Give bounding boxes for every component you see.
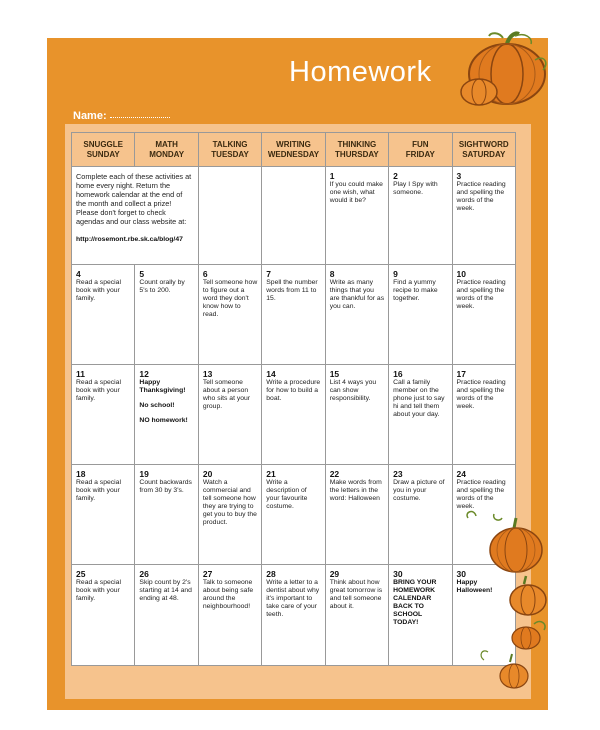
pumpkin-icon [455, 30, 553, 112]
day-activity: Practice reading and spelling the words of the week. [456, 479, 506, 510]
day-cell [72, 565, 135, 666]
empty-day-cell [198, 167, 261, 265]
day-activity: Watch a commercial and tell someone how they are trying to get you to buy the product. [202, 479, 257, 526]
day-number: 13 [202, 369, 213, 379]
day-number: 24 [456, 469, 466, 479]
day-activity: Read a special book with your family. [76, 579, 121, 602]
day-activity: Read a special book with your family. [76, 279, 121, 302]
day-number: 7 [266, 269, 271, 279]
day-number: 27 [202, 569, 213, 579]
day-cell [72, 265, 135, 365]
day-activity: Count backwards from 30 by 3's. [139, 479, 192, 494]
day-activity: Make words from the letters in the word: Halloween [329, 479, 382, 502]
day-number: 20 [202, 469, 213, 479]
day-activity: Play I Spy with someone. [393, 181, 438, 196]
day-activity: Read a special book with your family. [76, 379, 121, 402]
week-row [72, 265, 516, 365]
day-number: 22 [329, 469, 340, 479]
return-calendar-note: BRING YOUR HOMEWORK CALENDAR BACK TO SCHOOL TODAY! [393, 579, 437, 626]
day-cell [135, 265, 198, 365]
day-activity: Talk to someone about being safe around the neighbourhood! [202, 579, 254, 610]
intro-cell [72, 167, 199, 265]
page-title: Homework [289, 56, 432, 88]
day-number: 14 [266, 369, 276, 379]
week-row [72, 465, 516, 565]
day-activity: Spell the number words from 11 to 15. [266, 279, 318, 302]
halloween-note: Happy Halloween! [456, 579, 493, 594]
day-number: 1 [329, 171, 335, 181]
week-row [72, 565, 516, 666]
day-number: 3 [456, 171, 462, 181]
day-cell [72, 365, 135, 465]
class-website-url: http://rosemont.rbe.sk.ca/blog/47 [76, 236, 183, 243]
week-row [72, 167, 516, 265]
day-number: 25 [76, 569, 86, 579]
day-number: 5 [139, 269, 145, 279]
header-monday: MATH MONDAY [135, 133, 198, 167]
day-number: 26 [139, 569, 149, 579]
day-number: 23 [393, 469, 403, 479]
header-friday: FUN FRIDAY [389, 133, 452, 167]
day-cell [135, 465, 198, 565]
day-cell [452, 167, 515, 265]
day-cell [452, 365, 515, 465]
day-cell [135, 565, 198, 666]
week-row [72, 365, 516, 465]
header-saturday: SIGHTWORD SATURDAY [452, 133, 515, 167]
day-number: 4 [76, 269, 81, 279]
day-number: 28 [266, 569, 276, 579]
day-number: 12 [139, 369, 149, 379]
header-row [72, 133, 516, 167]
day-cell [389, 265, 452, 365]
no-homework-note: NO homework! [139, 417, 188, 424]
day-cell [198, 365, 261, 465]
day-activity: Tell someone about a person who sits at your group. [202, 379, 251, 410]
day-activity: Draw a picture of you in your costume. [393, 479, 445, 502]
header-thursday: THINKING THURSDAY [325, 133, 388, 167]
day-activity: Find a yummy recipe to make together. [393, 279, 438, 302]
holiday-note: Happy Thanksgiving! [139, 379, 186, 394]
day-number: 21 [266, 469, 276, 479]
calendar-frame [65, 124, 531, 699]
day-cell [325, 465, 388, 565]
day-cell [325, 167, 388, 265]
day-activity: Practice reading and spelling the words of the week. [456, 181, 506, 212]
day-cell [262, 465, 325, 565]
day-number: 29 [329, 569, 340, 579]
day-activity: List 4 ways you can show responsibility. [329, 379, 377, 402]
header-sunday: SNUGGLE SUNDAY [72, 133, 135, 167]
day-cell [198, 465, 261, 565]
day-cell [135, 365, 198, 465]
name-underline [110, 117, 170, 118]
day-activity: Tell someone how to figure out a word they don't know how to read. [202, 279, 258, 318]
header-tuesday: TALKING TUESDAY [198, 133, 261, 167]
day-activity: Call a family member on the phone just to say hi and tell them about your day. [393, 379, 445, 418]
pumpkins-icon [464, 510, 554, 700]
day-number: 8 [329, 269, 335, 279]
day-activity: Write as many things that you are thankful for as you can. [329, 279, 385, 310]
intro-text: Complete each of these activities at home every night. Return the homework calendar at the end of the month and collect a prize! Please don't forget to check agendas and our class website at: [76, 172, 192, 226]
day-number: 30 [393, 569, 403, 579]
day-cell [389, 167, 452, 265]
day-activity: Count orally by 5's to 200. [139, 279, 185, 294]
day-activity: If you could make one wish, what would it be? [329, 181, 383, 204]
day-number: 6 [202, 269, 208, 279]
day-activity: Read a special book with your family. [76, 479, 121, 502]
day-cell [262, 265, 325, 365]
day-number: 10 [456, 269, 466, 279]
no-school-note: No school! [139, 402, 175, 409]
name-field [73, 110, 170, 122]
day-cell [389, 465, 452, 565]
day-cell [198, 265, 261, 365]
day-activity: Skip count by 2's starting at 14 and ending at 48. [139, 579, 192, 602]
day-number: 11 [76, 369, 85, 379]
day-number: 16 [393, 369, 403, 379]
day-cell [325, 565, 388, 666]
empty-day-cell [262, 167, 325, 265]
day-number: 19 [139, 469, 149, 479]
day-number: 18 [76, 469, 86, 479]
header-wednesday: WRITING WEDNESDAY [262, 133, 325, 167]
day-activity: Practice reading and spelling the words of the week. [456, 279, 506, 310]
day-activity: Write a procedure for how to build a boat. [266, 379, 321, 402]
day-number: 17 [456, 369, 466, 379]
day-cell [325, 365, 388, 465]
name-label: Name: [73, 110, 107, 122]
day-cell [325, 265, 388, 365]
day-number: 15 [329, 369, 340, 379]
calendar-table [71, 132, 516, 666]
day-cell [452, 265, 515, 365]
day-cell [389, 365, 452, 465]
day-activity: Think about how great tomorrow is and tell someone about it. [329, 579, 383, 610]
day-activity: Write a letter to a dentist about why it's important to take care of your teeth. [266, 579, 320, 618]
day-number: 2 [393, 171, 398, 181]
day-cell [262, 365, 325, 465]
day-number: 30 [456, 569, 466, 579]
day-number: 9 [393, 269, 398, 279]
day-cell [72, 465, 135, 565]
day-cell [262, 565, 325, 666]
day-activity: Write a description of your favourite costume. [266, 479, 308, 510]
day-cell [198, 565, 261, 666]
day-activity: Practice reading and spelling the words of the week. [456, 379, 506, 410]
day-cell [389, 565, 452, 666]
